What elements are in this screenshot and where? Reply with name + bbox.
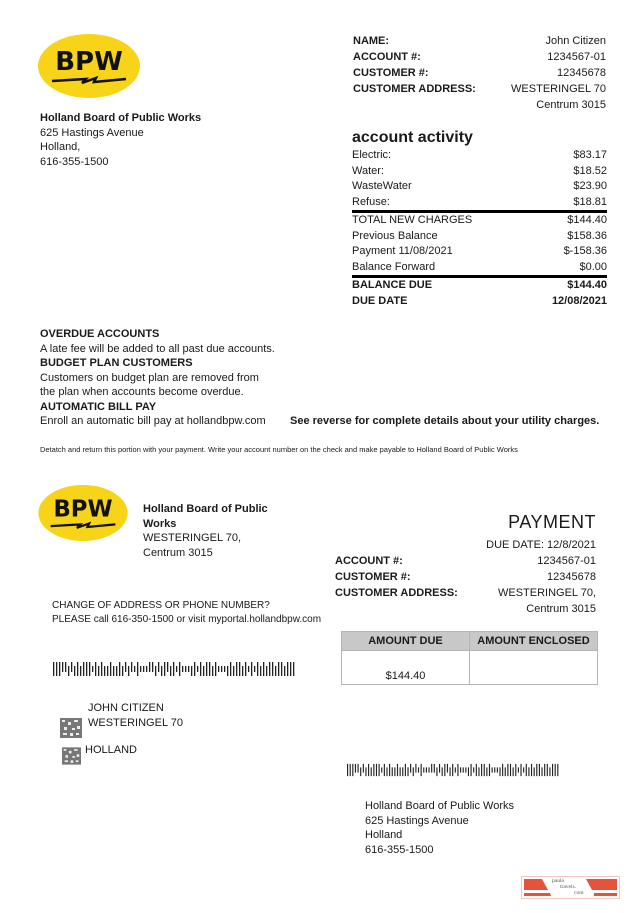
company-phone: 616-355-1500 <box>40 155 109 168</box>
address-row-2 <box>353 97 606 113</box>
summary-row: Balance Forward $0.00 <box>352 260 607 273</box>
payment-title: PAYMENT <box>508 512 596 532</box>
customer-info <box>353 33 606 113</box>
stub-info: DUE DATE: 12/8/2021 ACCOUNT #: 1234567-01 CUSTOMER #: 12345678 CUSTOMER ADDRESS: WESTERINGEL 70, Centrum 3015 <box>335 539 596 615</box>
summary-row: TOTAL NEW CHARGES $144.40 <box>352 214 607 226</box>
amount-table <box>341 631 598 685</box>
remit-address <box>365 799 514 857</box>
stub-address-2: Centrum 3015 <box>526 603 596 615</box>
activity-title: account activity <box>352 129 473 146</box>
budget-text: Customers on budget plan are removed from <box>40 371 259 384</box>
bpw-logo <box>38 34 140 101</box>
bpw-logo-icon <box>38 485 128 541</box>
watermark-badge: paulo travels. com <box>521 876 620 899</box>
balance-due-row: BALANCE DUE $144.40 <box>352 278 607 294</box>
postal-barcode-icon <box>347 763 559 777</box>
amount-due-value: $144.40 <box>342 651 470 685</box>
charge-row: Water: $18.52 <box>352 164 607 177</box>
company-name: Holland Board of Public Works <box>40 112 202 124</box>
svg-text:BPW: BPW <box>55 47 123 77</box>
account-number: 1234567-01 <box>547 51 606 63</box>
amount-enclosed-field[interactable] <box>470 651 598 685</box>
overdue-text: A late fee will be added to all past due accounts. <box>40 342 275 355</box>
stub-customer-number: 12345678 <box>547 571 596 583</box>
summary-row: Payment 11/08/2021 $-158.36 <box>352 245 607 257</box>
balance-due: $144.40 <box>567 279 607 291</box>
stub-address-1: WESTERINGEL 70, <box>497 587 596 599</box>
detach-note: Detatch and return this portion with your payment. Write your account number on the check and make payable to Holland Board of Public Works <box>40 445 518 454</box>
reverse-note: See reverse for complete details about your utility charges. <box>290 415 600 427</box>
mail-city: HOLLAND <box>85 744 137 756</box>
amount-enclosed-header: AMOUNT ENCLOSED <box>470 632 598 651</box>
company-street: 625 Hastings Avenue <box>40 126 144 139</box>
due-date: 12/08/2021 <box>551 294 607 307</box>
company-city: Holland, <box>40 141 81 153</box>
autopay-text: Enroll an automatic bill pay at hollandbpw.com <box>40 415 266 427</box>
charge-row: Electric: $83.17 <box>352 149 607 161</box>
mailing-address <box>88 701 183 730</box>
charge-row: WasteWater $23.90 <box>352 180 607 192</box>
remit-street: 625 Hastings Avenue <box>365 814 469 827</box>
account-row: ACCOUNT #: 1234567-01 <box>353 51 606 63</box>
mail-name: JOHN CITIZEN <box>88 702 164 714</box>
autopay-title: AUTOMATIC BILL PAY <box>40 400 157 413</box>
due-date-row: DUE DATE 12/08/2021 <box>352 294 607 310</box>
bpw-logo-icon <box>38 34 140 98</box>
datamatrix-code-icon <box>62 746 81 766</box>
customer-name: John Citizen <box>545 35 606 47</box>
mail-street: WESTERINGEL 70 <box>88 716 183 729</box>
notices <box>40 327 275 429</box>
charge-row: Refuse: $18.81 <box>352 195 607 208</box>
remit-name: Holland Board of Public Works <box>365 800 514 812</box>
postal-barcode-icon <box>53 662 295 676</box>
budget-text: the plan when accounts become overdue. <box>40 386 244 398</box>
stub-bpw-logo <box>38 485 128 544</box>
company-address-block <box>40 111 201 169</box>
customer-number: 12345678 <box>557 67 606 79</box>
name-row: NAME: John Citizen <box>353 35 606 47</box>
remit-city: Holland <box>365 829 403 841</box>
account-activity <box>352 128 607 309</box>
customer-address-1: WESTERINGEL 70 <box>511 83 606 95</box>
customer-address-2: Centrum 3015 <box>536 99 606 111</box>
remit-phone: 616-355-1500 <box>365 843 434 856</box>
stub-due-date: DUE DATE: 12/8/2021 <box>486 539 596 551</box>
amount-due-header: AMOUNT DUE <box>342 632 470 651</box>
overdue-title: OVERDUE ACCOUNTS <box>40 328 160 340</box>
customer-row: CUSTOMER #: 12345678 <box>353 67 606 79</box>
svg-text:BPW: BPW <box>53 496 113 523</box>
address-row: CUSTOMER ADDRESS: WESTERINGEL 70 <box>353 83 606 95</box>
summary-row: Previous Balance $158.36 <box>352 229 607 242</box>
stub-account-number: 1234567-01 <box>537 555 596 567</box>
stub-company-block: Holland Board of Public Works WESTERINGEL 70, Centrum 3015 <box>143 503 268 559</box>
datamatrix-code-icon <box>60 718 82 738</box>
budget-title: BUDGET PLAN CUSTOMERS <box>40 357 193 369</box>
change-address-note: CHANGE OF ADDRESS OR PHONE NUMBER? PLEASE call 616-350-1500 or visit myportal.hollandbpw.com <box>52 600 322 625</box>
